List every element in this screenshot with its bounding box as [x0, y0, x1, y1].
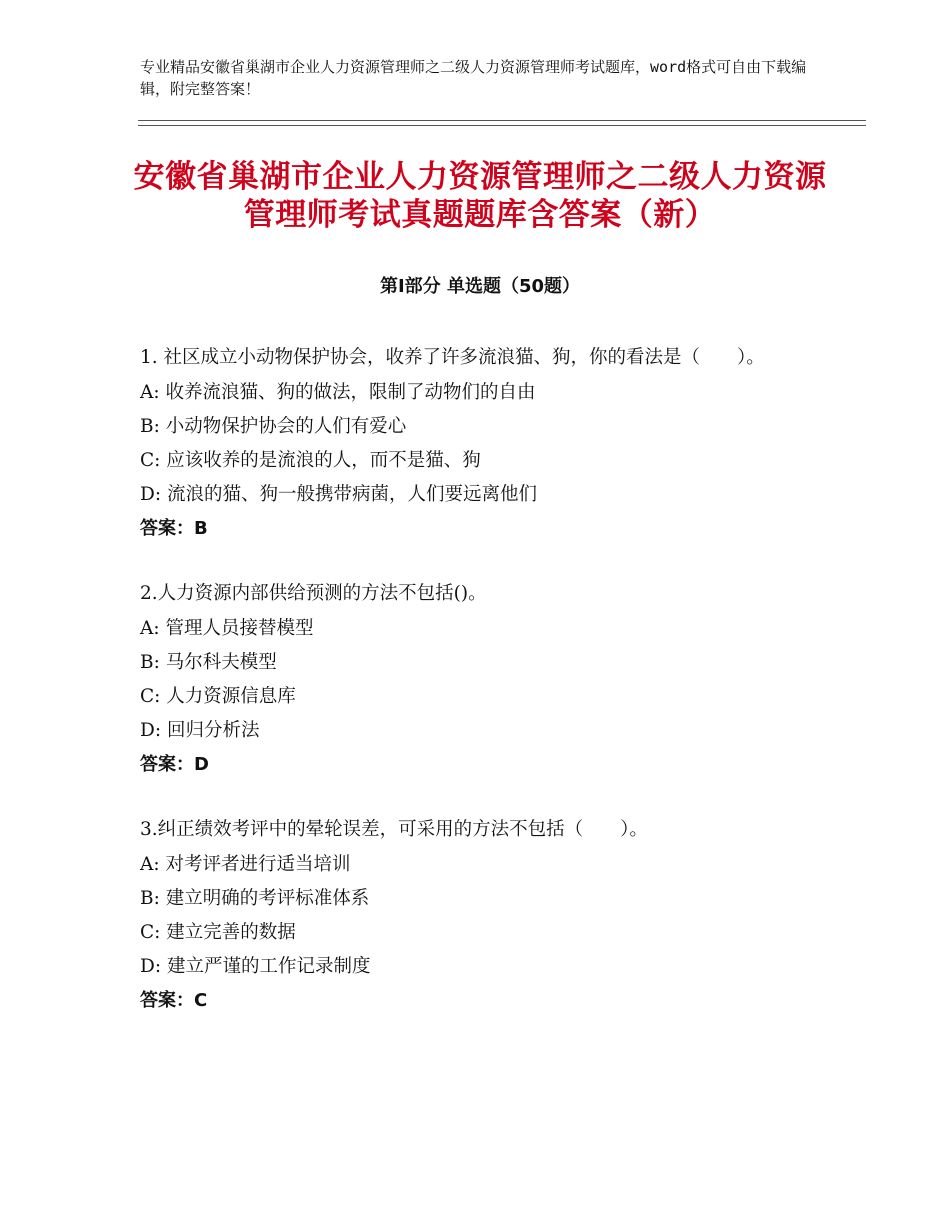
option-d: D: 建立严谨的工作记录制度 — [140, 956, 371, 977]
question-stem: 2.人力资源内部供给预测的方法不包括()。 — [140, 583, 487, 604]
document-title: 安徽省巢湖市企业人力资源管理师之二级人力资源管理师考试真题题库含答案（新） — [133, 159, 827, 233]
option-b: B: 马尔科夫模型 — [140, 652, 277, 673]
option-a: A: 对考评者进行适当培训 — [140, 854, 351, 875]
question-1 — [140, 342, 820, 546]
option-d: D: 流浪的猫、狗一般携带病菌，人们要远离他们 — [140, 484, 537, 505]
question-2 — [140, 578, 820, 782]
option-b: B: 小动物保护协会的人们有爱心 — [140, 416, 407, 437]
option-d: D: 回归分析法 — [140, 720, 260, 741]
section-heading: 第Ⅰ部分 单选题（50题） — [379, 276, 580, 297]
option-b: B: 建立明确的考评标准体系 — [140, 888, 370, 909]
option-c: C: 人力资源信息库 — [140, 686, 296, 707]
header-double-rule — [138, 120, 866, 126]
option-a: A: 管理人员接替模型 — [140, 618, 314, 639]
option-c: C: 应该收养的是流浪的人，而不是猫、狗 — [140, 450, 481, 471]
header-note: 专业精品安徽省巢湖市企业人力资源管理师之二级人力资源管理师考试题库，word格式可自由下载编辑，附完整答案！ — [140, 58, 807, 98]
option-c: C: 建立完善的数据 — [140, 922, 296, 943]
answer: 答案：C — [140, 990, 208, 1011]
answer: 答案：B — [140, 518, 208, 539]
question-3 — [140, 814, 820, 1018]
option-a: A: 收养流浪猫、狗的做法，限制了动物们的自由 — [140, 382, 536, 403]
question-stem: 3.纠正绩效考评中的晕轮误差，可采用的方法不包括（ ）。 — [140, 819, 648, 840]
question-list — [140, 342, 820, 1050]
question-stem: 1. 社区成立小动物保护协会，收养了许多流浪猫、狗，你的看法是（ ）。 — [140, 347, 765, 368]
answer: 答案：D — [140, 754, 209, 775]
